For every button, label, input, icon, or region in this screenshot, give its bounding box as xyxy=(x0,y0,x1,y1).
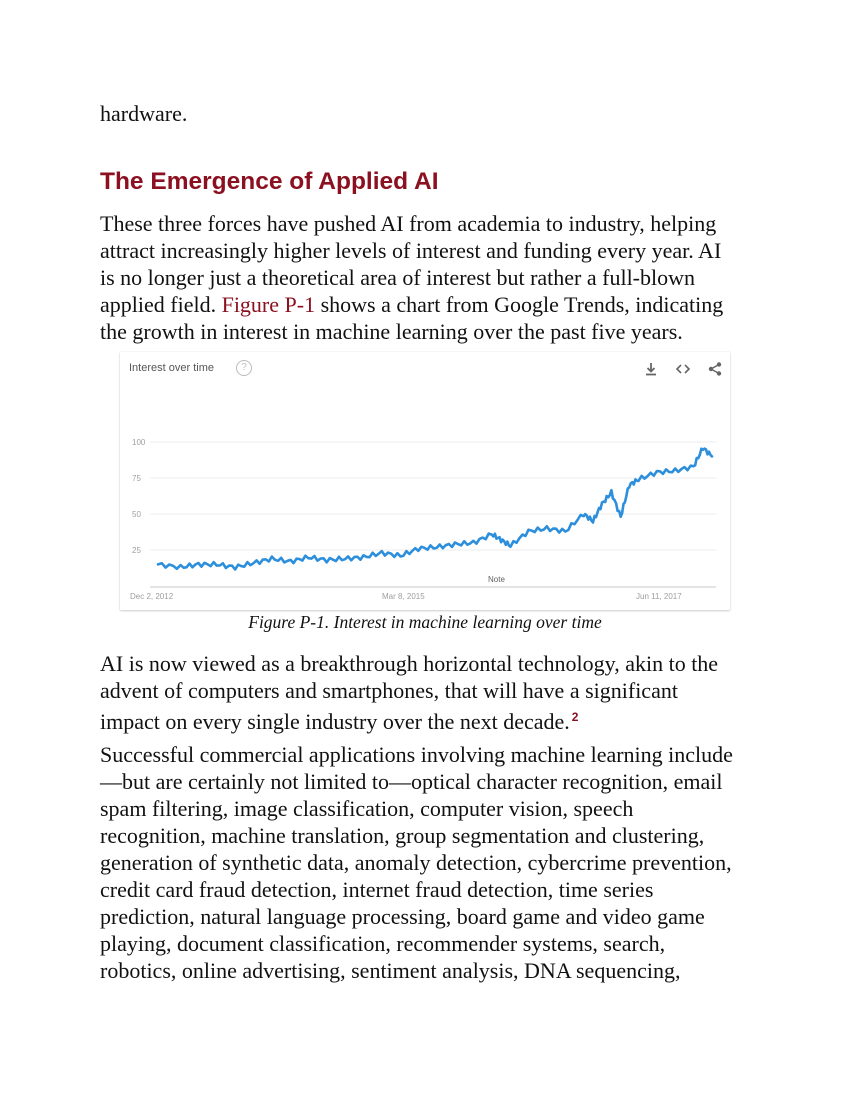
y-tick-label: 100 xyxy=(132,438,146,447)
text-line: recognition, machine translation, group segmentation and clustering, xyxy=(100,823,705,848)
text-line: credit card fraud detection, internet fraud detection, time series xyxy=(100,877,654,902)
chart-annotation: Note xyxy=(488,575,505,584)
text-line: robotics, online advertising, sentiment analysis, DNA sequencing, xyxy=(100,958,681,983)
text-fragment: impact on every single industry over the next decade. xyxy=(100,709,570,734)
text-line xyxy=(100,704,760,735)
text-fragment: applied field. xyxy=(100,292,222,317)
help-icon[interactable]: ? xyxy=(236,360,252,376)
text-line: —but are certainly not limited to—optical character recognition, email xyxy=(100,769,723,794)
x-tick-label: Mar 8, 2015 xyxy=(382,592,425,601)
paragraph-applications xyxy=(100,741,760,984)
paragraph-intro xyxy=(100,210,760,345)
text-line: Successful commercial applications involving machine learning include xyxy=(100,742,733,767)
paragraph-hardware xyxy=(100,100,760,127)
text-line: These three forces have pushed AI from academia to industry, helping xyxy=(100,211,717,236)
y-tick-label: 25 xyxy=(132,546,141,555)
text-line: AI is now viewed as a breakthrough horizontal technology, akin to the xyxy=(100,651,719,676)
text-line: hardware. xyxy=(100,101,188,126)
footnote-link[interactable]: 2 xyxy=(571,710,579,724)
text-line: generation of synthetic data, anomaly detection, cybercrime prevention, xyxy=(100,850,732,875)
text-line: is no longer just a theoretical area of interest but rather a full-blown xyxy=(100,265,696,290)
figure-link[interactable]: Figure P-1 xyxy=(221,292,316,317)
figure-caption: Figure P-1. Interest in machine learning over time xyxy=(248,612,602,632)
text-line: the growth in interest in machine learning over the past five years. xyxy=(100,319,683,344)
text-line: attract increasingly higher levels of interest and funding every year. AI xyxy=(100,238,722,263)
y-tick-label: 75 xyxy=(132,474,141,483)
text-line xyxy=(100,291,760,318)
chart-title: Interest over time xyxy=(129,362,214,374)
x-tick-label: Jun 11, 2017 xyxy=(636,592,682,601)
trends-chart-card xyxy=(120,352,730,610)
paragraph-ai xyxy=(100,650,760,735)
text-line: advent of computers and smartphones, that will have a significant xyxy=(100,678,678,703)
series-line xyxy=(158,449,712,570)
x-tick-label: Dec 2, 2012 xyxy=(130,592,174,601)
text-line: playing, document classification, recommender systems, search, xyxy=(100,931,666,956)
line-chart xyxy=(120,352,730,610)
text-fragment: shows a chart from Google Trends, indicating xyxy=(315,292,724,317)
section-heading: The Emergence of Applied AI xyxy=(100,168,439,195)
y-tick-label: 50 xyxy=(132,510,141,519)
text-line: prediction, natural language processing, board game and video game xyxy=(100,904,705,929)
text-line: spam filtering, image classification, computer vision, speech xyxy=(100,796,634,821)
